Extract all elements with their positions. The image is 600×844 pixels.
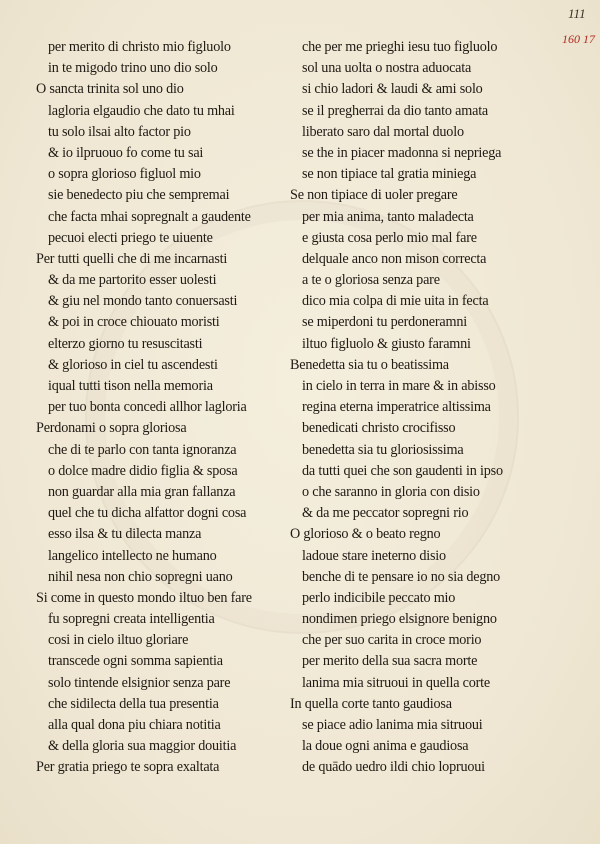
verse-line: che di te parlo con tanta ignoranza: [48, 441, 237, 458]
verse-line: se non tipiace tal gratia miniega: [302, 166, 477, 183]
verse-line: ladoue stare ineterno disio: [302, 547, 446, 564]
verse-line: Per gratia priego te sopra exaltata: [36, 759, 220, 776]
verse-line: sie benedecto piu che sempremai: [48, 187, 230, 204]
verse-line: per mia anima, tanto maladecta: [302, 208, 474, 225]
verse-line: Per tutti quelli che di me incarnasti: [36, 250, 228, 267]
verse-line: dico mia colpa di mie uita in fecta: [302, 293, 489, 310]
verse-line: langelico intellecto ne humano: [48, 547, 217, 564]
verse-line: elterzo giorno tu resuscitasti: [48, 335, 203, 352]
verse-line: che sidilecta della tua presentia: [48, 695, 219, 712]
verse-line: & della gloria sua maggior douitia: [48, 738, 237, 755]
margin-annotation: 160 17: [562, 32, 595, 46]
verse-line: liberato saro dal mortal duolo: [302, 123, 464, 140]
verse-line: cosi in cielo iltuo gloriare: [48, 632, 189, 649]
verse-line: de quādo uedro ildi chio lopruoui: [302, 759, 485, 776]
verse-line: benche di te pensare io no sia degno: [302, 568, 501, 585]
verse-line: per merito della sua sacra morte: [302, 653, 478, 670]
verse-line: se the in piacer madonna si nepriega: [302, 144, 502, 161]
verse-line: che per suo carita in croce morio: [302, 632, 482, 649]
verse-line: o dolce madre didio figlia & sposa: [48, 462, 238, 479]
verse-line: In quella corte tanto gaudiosa: [290, 695, 452, 712]
verse-line: Perdonami o sopra gloriosa: [36, 420, 187, 437]
verse-line: & giu nel mondo tanto conuersasti: [48, 293, 238, 310]
verse-line: o sopra glorioso figluol mio: [48, 166, 201, 183]
verse-line: transcede ogni somma sapientia: [48, 653, 223, 670]
verse-line: o che saranno in gloria con disio: [302, 483, 480, 500]
verse-line: lagloria elgaudio che dato tu mhai: [48, 102, 235, 119]
verse-line: sol una uolta o nostra aduocata: [302, 60, 472, 77]
verse-line: perlo indicibile peccato mio: [302, 589, 456, 606]
verse-line: & glorioso in ciel tu ascendesti: [48, 356, 218, 373]
verse-line: alla qual dona piu chiara notitia: [48, 717, 221, 733]
verse-line: Si come in questo mondo iltuo ben fare: [36, 589, 252, 606]
verse-line: O sancta trinita sol uno dio: [36, 81, 184, 98]
verse-line: benedicati christo crocifisso: [302, 420, 456, 437]
verse-line: O glorioso & o beato regno: [290, 526, 441, 543]
left-text-column: [36, 37, 292, 779]
verse-line: in te migodo trino uno dio solo: [48, 60, 218, 77]
verse-line: & da me peccator sopregni rio: [302, 505, 469, 522]
verse-line: regina eterna imperatrice altissima: [302, 399, 491, 416]
verse-line: a te o gloriosa senza pare: [302, 272, 440, 289]
verse-line: da tutti quei che son gaudenti in ipso: [302, 462, 503, 479]
verse-line: iqual tutti tison nella memoria: [48, 378, 213, 394]
verse-line: se piace adio lanima mia sitruoui: [302, 717, 483, 733]
verse-line: nihil nesa non chio sopregni uano: [48, 568, 233, 585]
verse-line: lanima mia sitruoui in quella corte: [302, 674, 491, 691]
verse-line: & da me partorito esser uolesti: [48, 272, 217, 289]
verse-line: Se non tipiace di uoler pregare: [290, 187, 458, 204]
verse-line: pecuoi electi priego te uiuente: [48, 229, 213, 246]
verse-line: solo tintende elsignior senza pare: [48, 674, 231, 691]
verse-line: la doue ogni anima e gaudiosa: [302, 738, 469, 755]
verse-line: che facta mhai sopregnalt a gaudente: [48, 208, 251, 225]
verse-line: e giusta cosa perlo mio mal fare: [302, 229, 477, 246]
verse-line: che per me prieghi iesu tuo figluolo: [302, 39, 498, 55]
verse-line: se il pregherrai da dio tanto amata: [302, 102, 489, 119]
verse-line: esso ilsa & tu dilecta manza: [48, 526, 202, 543]
verse-line: & poi in croce chiouato moristi: [48, 314, 220, 331]
verse-line: tu solo ilsai alto factor pio: [48, 123, 191, 140]
verse-line: per merito di christo mio figluolo: [48, 39, 231, 55]
verse-line: benedetta sia tu gloriosissima: [302, 441, 464, 458]
verse-line: quel che tu dicha alfattor dogni cosa: [48, 505, 247, 522]
folio-number: 111: [568, 6, 586, 21]
verse-line: nondimen priego elsignore benigno: [302, 611, 497, 628]
verse-line: per tuo bonta concedi allhor lagloria: [48, 399, 247, 416]
verse-line: fu sopregni creata intelligentia: [48, 611, 215, 628]
verse-line: in cielo in terra in mare & in abisso: [302, 378, 496, 394]
verse-line: iltuo figluolo & giusto faramni: [302, 335, 471, 352]
verse-line: Benedetta sia tu o beatissima: [290, 356, 449, 373]
right-text-column: [290, 37, 562, 779]
verse-line: & io ilpruouo fo come tu sai: [48, 144, 204, 161]
verse-line: si chio ladori & laudi & ami solo: [302, 81, 483, 98]
verse-line: delquale anco non mison correcta: [302, 250, 487, 267]
verse-line: se miperdoni tu perdoneramni: [302, 314, 467, 331]
verse-line: non guardar alla mia gran fallanza: [48, 483, 236, 500]
